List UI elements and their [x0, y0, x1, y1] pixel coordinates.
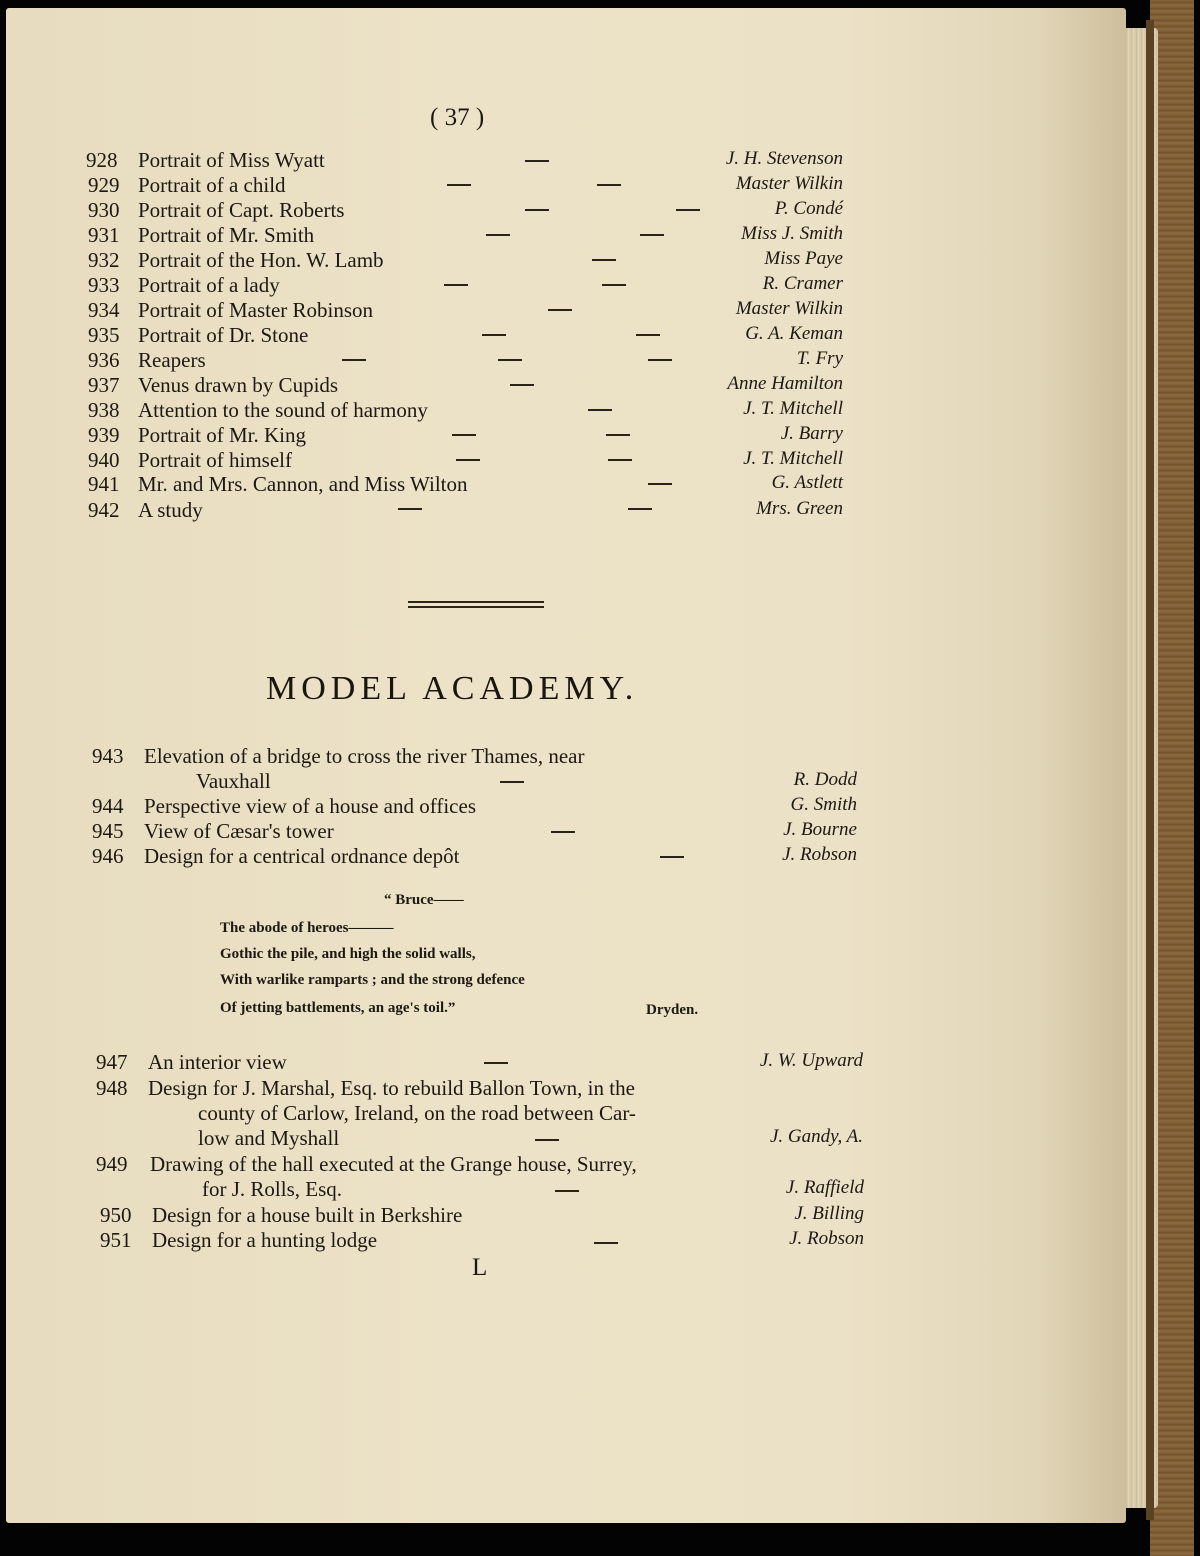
dash-separator: [555, 1190, 579, 1192]
dash-separator: [525, 209, 549, 211]
dash-separator: [342, 359, 366, 361]
entry-artist: G. Astlett: [771, 472, 843, 493]
entry-title-continued: for J. Rolls, Esq.: [202, 1177, 343, 1201]
entry-artist: J. Robson: [782, 844, 857, 865]
entry-number: 942: [88, 498, 120, 522]
entry-number: 937: [88, 373, 120, 397]
entry-artist: J. W. Upward: [759, 1050, 863, 1071]
entry-title: Mr. and Mrs. Cannon, and Miss Wilton: [138, 472, 468, 496]
entry-number: 940: [88, 448, 120, 472]
entry-number: 948: [96, 1076, 128, 1100]
entry-title: View of Cæsar's tower: [144, 819, 334, 843]
entry-artist: J. Raffield: [785, 1177, 864, 1198]
entry-number: 934: [88, 298, 120, 322]
entry-artist: J. Bourne: [783, 819, 857, 840]
dash-separator: [525, 160, 549, 162]
entry-title: Elevation of a bridge to cross the river Thames, near: [144, 744, 585, 768]
entry-number: 936: [88, 348, 120, 372]
entry-title: Perspective view of a house and offices: [144, 794, 477, 818]
dash-separator: [456, 459, 480, 461]
page-number: ( 37 ): [430, 104, 485, 131]
dash-separator: [602, 284, 626, 286]
entry-title: Reapers: [138, 348, 206, 372]
entry-title: Portrait of himself: [138, 448, 292, 472]
dash-separator: [592, 259, 616, 261]
dash-separator: [500, 781, 524, 783]
entry-title-continued: low and Myshall: [198, 1126, 340, 1150]
entry-artist: Miss Paye: [764, 248, 843, 269]
entry-artist: Mrs. Green: [756, 498, 843, 519]
dash-separator: [640, 234, 664, 236]
entry-number: 945: [92, 819, 124, 843]
entry-title: Portrait of the Hon. W. Lamb: [138, 248, 384, 272]
entry-number: 935: [88, 323, 120, 347]
quote-line: With warlike ramparts ; and the strong defence: [220, 972, 525, 988]
entry-artist: J. Billing: [794, 1203, 864, 1224]
entry-number: 950: [100, 1203, 132, 1227]
entry-number: 943: [92, 744, 124, 768]
entry-artist: J. Gandy, A.: [769, 1126, 863, 1147]
dash-separator: [660, 856, 684, 858]
entry-artist: Anne Hamilton: [727, 373, 843, 394]
entry-number: 930: [88, 198, 120, 222]
dash-separator: [482, 334, 506, 336]
entry-artist: J. Robson: [789, 1228, 864, 1249]
entry-number: 946: [92, 844, 124, 868]
entry-title: Portrait of Mr. Smith: [138, 223, 315, 247]
dash-separator: [636, 334, 660, 336]
entry-artist: J. H. Stevenson: [725, 148, 843, 169]
entry-title: Venus drawn by Cupids: [138, 373, 339, 397]
entry-title: Design for a house built in Berkshire: [152, 1203, 463, 1227]
entry-number: 928: [86, 148, 118, 172]
entry-artist: Master Wilkin: [735, 173, 843, 194]
entry-number: 951: [100, 1228, 132, 1252]
dash-separator: [597, 184, 621, 186]
dash-separator: [484, 1062, 508, 1064]
entry-artist: R. Dodd: [793, 769, 857, 790]
dash-separator: [535, 1139, 559, 1141]
entry-number: 949: [96, 1152, 128, 1176]
quote-line: “ Bruce——: [384, 892, 464, 908]
entry-title: Portrait of a lady: [138, 273, 280, 297]
entry-title: Attention to the sound of harmony: [138, 398, 428, 422]
entry-artist: T. Fry: [796, 348, 843, 369]
dash-separator: [588, 409, 612, 411]
dash-separator: [548, 309, 572, 311]
entry-title: Portrait of Dr. Stone: [138, 323, 309, 347]
entry-title: Portrait of Mr. King: [138, 423, 306, 447]
entry-artist: Miss J. Smith: [741, 223, 843, 244]
entry-artist: J. T. Mitchell: [743, 448, 843, 469]
dash-separator: [444, 284, 468, 286]
entry-title: Portrait of Capt. Roberts: [138, 198, 345, 222]
entry-number: 944: [92, 794, 124, 818]
entry-title: An interior view: [148, 1050, 287, 1074]
entry-number: 931: [88, 223, 120, 247]
signature-mark: L: [472, 1254, 488, 1281]
entry-artist: J. Barry: [780, 423, 843, 444]
entry-artist: R. Cramer: [762, 273, 843, 294]
quote-line: The abode of heroes———: [220, 920, 394, 936]
entry-title: Portrait of Master Robinson: [138, 298, 374, 322]
entry-number: 947: [96, 1050, 128, 1074]
dash-separator: [551, 831, 575, 833]
entry-title: A study: [138, 498, 203, 522]
dash-separator: [606, 434, 630, 436]
dash-separator: [648, 483, 672, 485]
quote-line: Gothic the pile, and high the solid walls,: [220, 946, 476, 962]
entry-title: Drawing of the hall executed at the Grange house, Surrey,: [150, 1152, 637, 1176]
entry-number: 933: [88, 273, 120, 297]
section-rule: [408, 606, 544, 608]
entry-artist: G. Smith: [790, 794, 857, 815]
entry-title-continued: Vauxhall: [196, 769, 271, 793]
entry-title: Design for a centrical ordnance depôt: [144, 844, 460, 868]
section-rule: [408, 601, 544, 603]
entry-artist: G. A. Keman: [745, 323, 843, 344]
entry-title: Design for J. Marshal, Esq. to rebuild Ballon Town, in the: [148, 1076, 635, 1100]
entry-number: 929: [88, 173, 120, 197]
entry-number: 938: [88, 398, 120, 422]
dash-separator: [486, 234, 510, 236]
dash-separator: [628, 508, 652, 510]
entry-artist: Master Wilkin: [735, 298, 843, 319]
entry-title-continued: county of Carlow, Ireland, on the road between Car-: [198, 1101, 636, 1125]
section-heading: MODEL ACADEMY.: [266, 670, 639, 707]
dash-separator: [398, 508, 422, 510]
dash-separator: [676, 209, 700, 211]
quote-line: Of jetting battlements, an age's toil.”: [220, 1000, 456, 1016]
entry-number: 939: [88, 423, 120, 447]
entry-artist: P. Condé: [774, 198, 843, 219]
dash-separator: [452, 434, 476, 436]
cover-hinge: [1146, 20, 1154, 1520]
entry-artist: J. T. Mitchell: [743, 398, 843, 419]
dash-separator: [608, 459, 632, 461]
dash-separator: [447, 184, 471, 186]
entry-title: Portrait of a child: [138, 173, 286, 197]
dash-separator: [498, 359, 522, 361]
dash-separator: [510, 384, 534, 386]
dash-separator: [594, 1242, 618, 1244]
entry-title: Design for a hunting lodge: [152, 1228, 378, 1252]
dash-separator: [648, 359, 672, 361]
entry-title: Portrait of Miss Wyatt: [138, 148, 325, 172]
entry-number: 932: [88, 248, 120, 272]
quote-attribution: Dryden.: [646, 1002, 699, 1018]
entry-number: 941: [88, 472, 120, 496]
